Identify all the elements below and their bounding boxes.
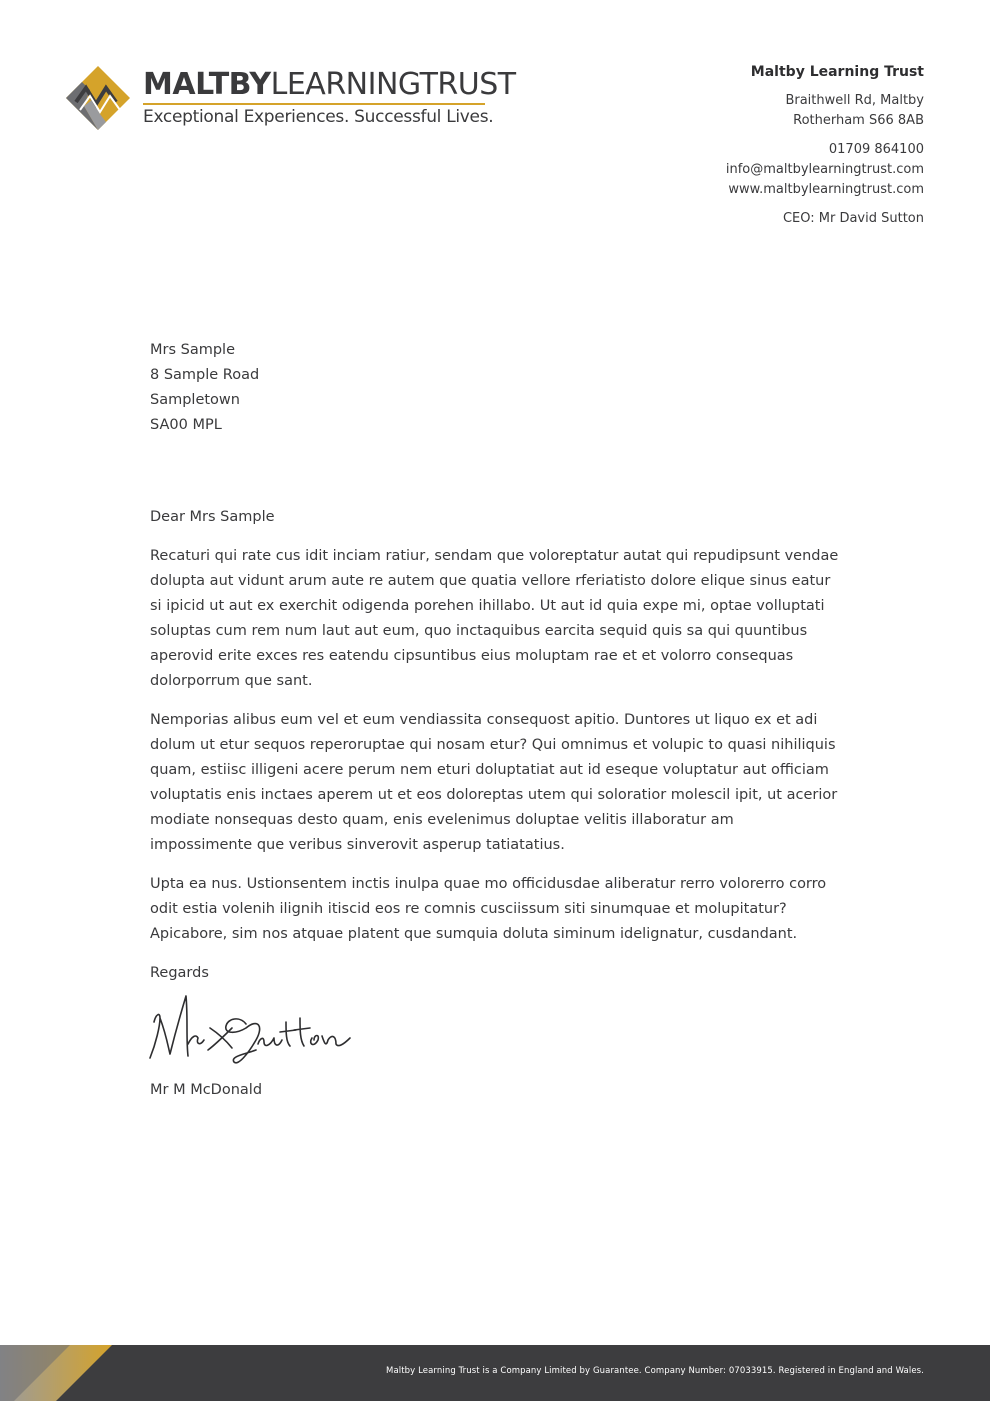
logo-wordmark xyxy=(143,68,516,102)
logo-name-light: LEARNINGTRUST xyxy=(270,67,516,102)
logo-name-bold: MALTBY xyxy=(143,67,271,102)
footer-accent-stripe xyxy=(0,1345,120,1401)
recipient-name: Mrs Sample xyxy=(150,342,236,358)
handwritten-signature xyxy=(146,988,356,1070)
contact-email[interactable]: info@maltbylearningtrust.com xyxy=(725,162,924,177)
letter-closing: Regards xyxy=(150,965,209,981)
logo-divider xyxy=(143,103,485,105)
contact-address-line1: Braithwell Rd, Maltby xyxy=(785,93,924,108)
letter-paragraph-2: Nemporias alibus eum vel et eum vendiassita consequost apitio. Duntores ut liquo ex et adi dolum ut etur sequos reperoruptae qui nosam etur? Qui omnimus et volupic to quasi nihiliquis quam, estiisc illigeni acere perum nem eturi doluptatiat aut id eseque voluptatur aut officiam voluptatis enis inctaes aperem ut et eos doloreptas utem qui soloratior molescil ipit, ut acerior modiate nonsequas desto quam, enis evelenimus doluptae velitis illaboratur am impossimente que veribus sinverovit asperup tatiatatius. xyxy=(150,712,838,853)
contact-website[interactable]: www.maltbylearningtrust.com xyxy=(728,182,924,197)
recipient-line1: 8 Sample Road xyxy=(150,367,260,383)
letter-paragraph-3: Upta ea nus. Ustionsentem inctis inulpa quae mo officidusdae aliberatur rerro volorerro corro odit estia volenih ilignih itiscid eos re comnis cusciissum siti sinumquae et molupitatur? Apicabore, sim nos atquae platent que sumquia doluta siminum idelignatur, cusdandant. xyxy=(150,876,827,942)
letter-body xyxy=(150,505,840,1000)
letter-salutation: Dear Mrs Sample xyxy=(150,509,275,525)
footer-legal-text: Maltby Learning Trust is a Company Limited by Guarantee. Company Number: 07033915. Registered in England and Wales. xyxy=(386,1366,924,1376)
recipient-address xyxy=(150,338,259,438)
page-footer xyxy=(0,1345,990,1401)
contact-phone: 01709 864100 xyxy=(828,142,924,157)
logo-tagline: Exceptional Experiences. Successful Lives. xyxy=(143,107,494,127)
logo-diamond-icon xyxy=(66,66,130,130)
contact-details xyxy=(726,62,924,229)
trust-logo xyxy=(66,66,516,130)
contact-org-name: Maltby Learning Trust xyxy=(750,64,924,80)
recipient-line2: Sampletown xyxy=(150,392,240,408)
recipient-postcode: SA00 MPL xyxy=(150,417,222,433)
contact-ceo: CEO: Mr David Sutton xyxy=(782,211,924,226)
contact-address-line2: Rotherham S66 8AB xyxy=(793,113,924,128)
letter-paragraph-1: Recaturi qui rate cus idit inciam ratiur, sendam que voloreptatur autat qui repudipsunt vendae dolupta aut vidunt arum aute re autem que quatia vellore rferiatisto dolore elique sinus eatur si ipicid ut aut ex exerchit odigenda porehen ihillabo. Ut aut id quia expe mi, optae volluptati soluptas cum rem num laut aut eum, quo inctaquibus earcita sequid quis sa qui quuntibus aperovid erite exces res eatendu cipsuntibus eius moluptam rae et et volorro consequas dolorporrum que sant. xyxy=(150,548,839,689)
contact-address xyxy=(726,91,924,131)
contact-channels xyxy=(726,140,924,200)
letter-signatory: Mr M McDonald xyxy=(150,1082,263,1098)
